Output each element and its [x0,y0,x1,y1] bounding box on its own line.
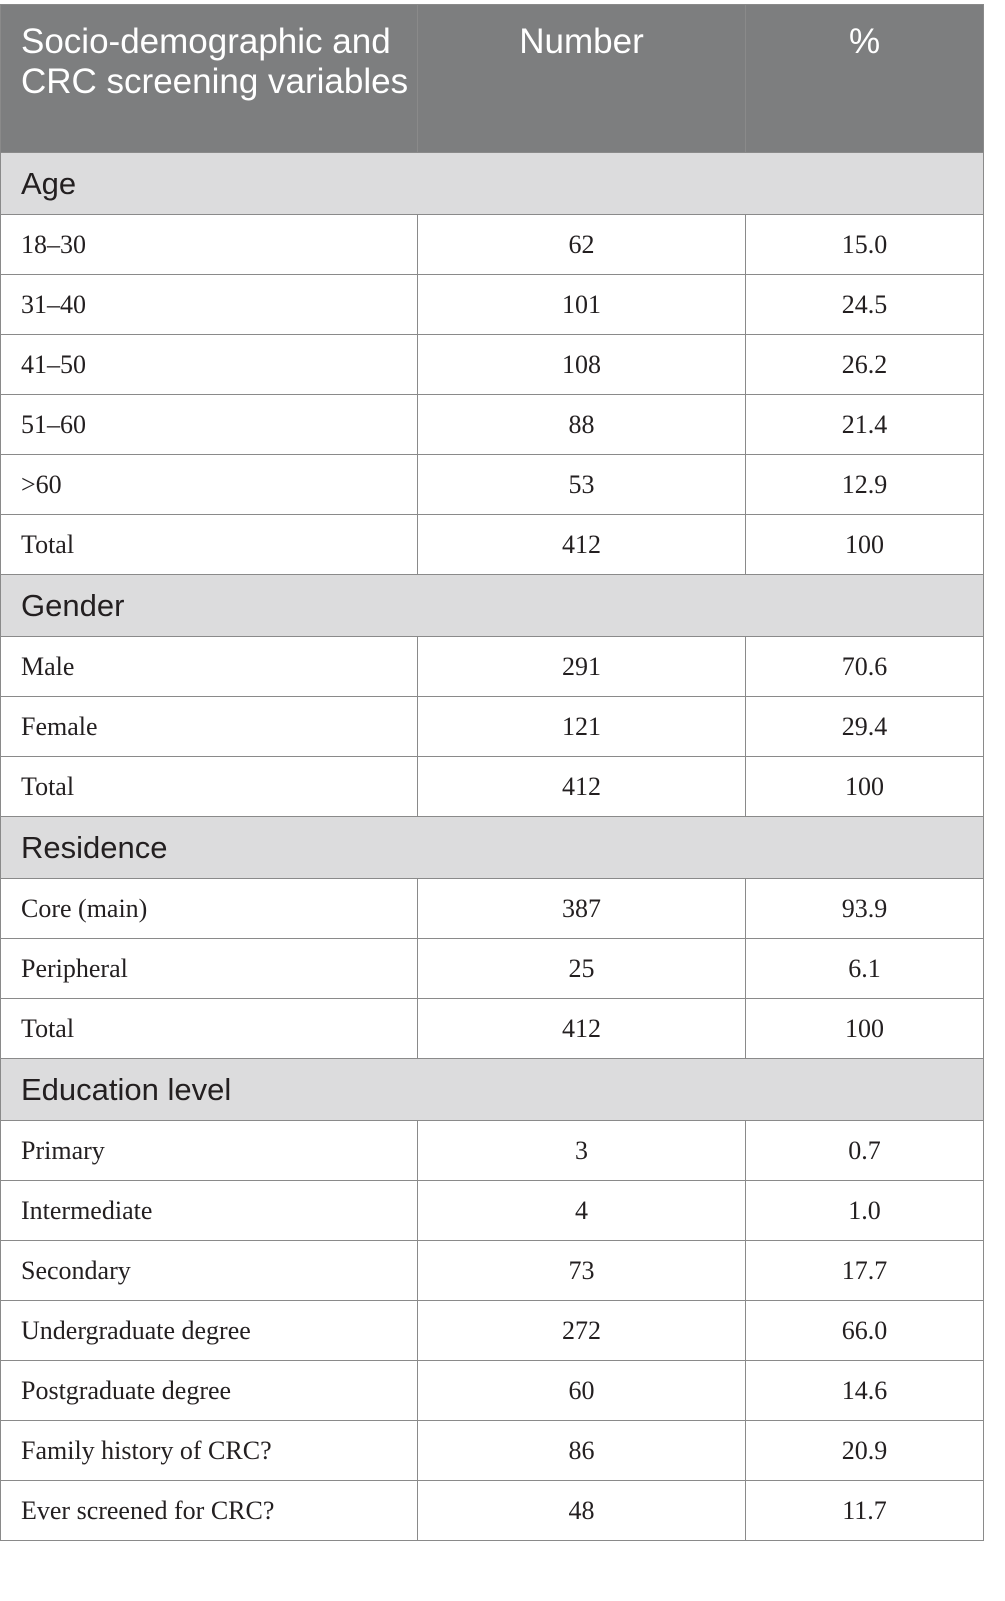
table-row [1,1481,984,1541]
table-row [1,455,984,515]
row-percent: 0.7 [746,1121,984,1181]
row-percent: 66.0 [746,1301,984,1361]
row-percent: 14.6 [746,1361,984,1421]
row-label: Family history of CRC? [1,1421,418,1481]
row-number: 73 [418,1241,746,1301]
row-percent: 21.4 [746,395,984,455]
row-number: 3 [418,1121,746,1181]
row-percent: 17.7 [746,1241,984,1301]
row-number: 86 [418,1421,746,1481]
section-header-row [1,1059,984,1121]
section-header-row [1,575,984,637]
row-label: 41–50 [1,335,418,395]
table-row [1,275,984,335]
table-row [1,697,984,757]
table-row [1,879,984,939]
row-percent: 6.1 [746,939,984,999]
row-number: 25 [418,939,746,999]
table-row [1,1301,984,1361]
section-title: Education level [1,1059,984,1121]
row-label: 31–40 [1,275,418,335]
row-percent: 26.2 [746,335,984,395]
row-number: 88 [418,395,746,455]
row-percent: 24.5 [746,275,984,335]
section-title: Gender [1,575,984,637]
table-header [1,5,984,153]
row-number: 272 [418,1301,746,1361]
section-header-row [1,817,984,879]
row-label: Total [1,515,418,575]
row-percent: 15.0 [746,215,984,275]
header-variable: Socio-demographic and CRC screening variables [1,5,418,153]
table-row [1,1421,984,1481]
row-label: Total [1,757,418,817]
row-number: 101 [418,275,746,335]
row-number: 62 [418,215,746,275]
row-number: 121 [418,697,746,757]
table-row [1,1241,984,1301]
row-label: Core (main) [1,879,418,939]
table-row [1,335,984,395]
header-percent: % [746,5,984,153]
section-header-row [1,153,984,215]
row-percent: 29.4 [746,697,984,757]
section-title: Age [1,153,984,215]
row-number: 412 [418,515,746,575]
table-row [1,999,984,1059]
row-label: Secondary [1,1241,418,1301]
row-percent: 20.9 [746,1421,984,1481]
table-row [1,757,984,817]
table-row [1,637,984,697]
row-number: 291 [418,637,746,697]
header-number: Number [418,5,746,153]
row-label: Intermediate [1,1181,418,1241]
row-label: Male [1,637,418,697]
table-row [1,515,984,575]
table-row [1,395,984,455]
table-row [1,215,984,275]
row-label: 18–30 [1,215,418,275]
data-table [0,4,984,1541]
row-label: Total [1,999,418,1059]
row-label: >60 [1,455,418,515]
row-label: Postgraduate degree [1,1361,418,1421]
row-number: 60 [418,1361,746,1421]
row-number: 108 [418,335,746,395]
row-percent: 70.6 [746,637,984,697]
table-row [1,939,984,999]
row-label: Female [1,697,418,757]
row-percent: 93.9 [746,879,984,939]
row-number: 4 [418,1181,746,1241]
row-number: 412 [418,757,746,817]
row-number: 53 [418,455,746,515]
row-label: Ever screened for CRC? [1,1481,418,1541]
row-label: 51–60 [1,395,418,455]
row-percent: 100 [746,515,984,575]
row-percent: 100 [746,999,984,1059]
row-number: 412 [418,999,746,1059]
table-row [1,1361,984,1421]
header-row [1,5,984,153]
table-row [1,1121,984,1181]
table-body [1,153,984,1541]
row-label: Peripheral [1,939,418,999]
row-percent: 1.0 [746,1181,984,1241]
row-number: 48 [418,1481,746,1541]
table-row [1,1181,984,1241]
row-number: 387 [418,879,746,939]
row-percent: 11.7 [746,1481,984,1541]
row-label: Undergraduate degree [1,1301,418,1361]
section-title: Residence [1,817,984,879]
row-percent: 100 [746,757,984,817]
row-label: Primary [1,1121,418,1181]
row-percent: 12.9 [746,455,984,515]
